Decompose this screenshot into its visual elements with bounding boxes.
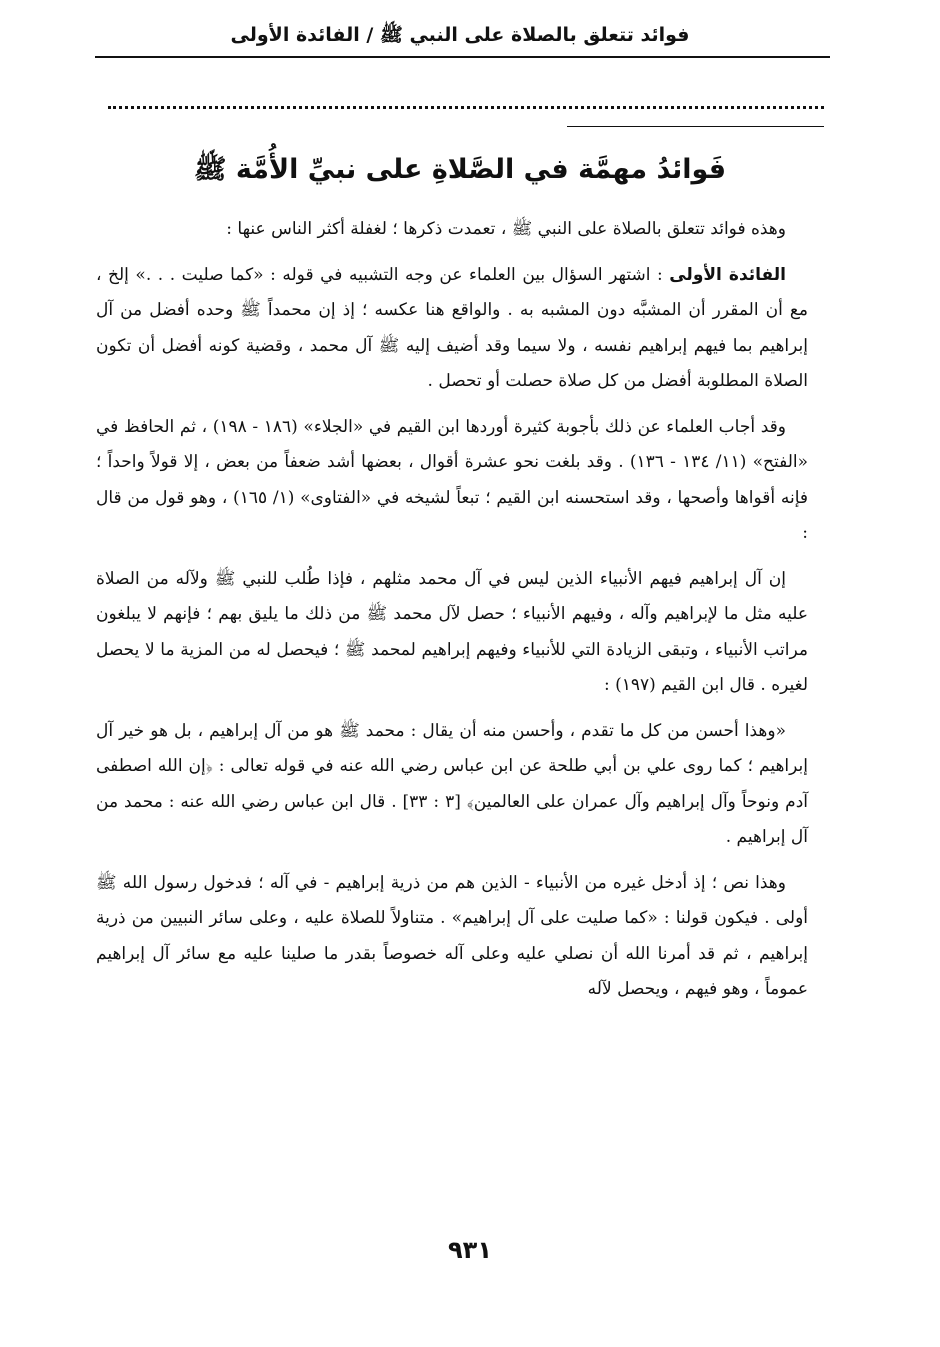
paragraph-text: «وهذا أحسن من كل ما تقدم ، وأحسن منه أن يقال : محمد ﷺ هو من آل إبراهيم ، بل هو خير آل إبراهيم ؛ كما روى علي بن أبي طلحة عن ابن عباس رضي الله عنه في قوله تعالى : ﴿إن الله اصطفى آدم ونوحاً وآل إبراهيم وآل عمران على العالمين﴾ [٣ : ٣٣] . قال ابن عباس رضي الله عنه : محمد من آل إبراهيم . <box>96 720 808 847</box>
header-rule <box>95 56 830 58</box>
body-text <box>96 212 808 1018</box>
dotted-divider <box>108 106 824 109</box>
paragraph-conclusion <box>96 866 808 1008</box>
paragraph-quote <box>96 714 808 856</box>
paragraph-explanation <box>96 562 808 704</box>
paragraph-text: وهذه فوائد تتعلق بالصلاة على النبي ﷺ ، تعمدت ذكرها ؛ لغفلة أكثر الناس عنها : <box>226 219 786 239</box>
paragraph-lead: الفائدة الأولى <box>669 264 786 285</box>
paragraph-text: وهذا نص ؛ إذ أدخل غيره من الأنبياء - الذين هم من ذرية إبراهيم - في آله ؛ فدخول رسول الله ﷺ أولى . فيكون قولنا : «كما صليت على آل إبراهيم» . متناولاً للصلاة عليه ، وعلى سائر النبيين من ذرية إبراهيم ، ثم قد أمرنا الله أن نصلي عليه وعلى آله خصوصاً بقدر ما صلينا عليه مع سائر آل إبراهيم عموماً ، وهو فيهم ، ويحصل لآله <box>96 872 808 999</box>
page-number: ٩٣١ <box>448 1236 492 1264</box>
paragraph-text: إن آل إبراهيم فيهم الأنبياء الذين ليس في آل محمد مثلهم ، فإذا طُلب للنبي ﷺ ولآله من الصلاة عليه مثل ما لإبراهيم وآله ، وفيهم الأنبياء ؛ حصل لآل محمد ﷺ من ذلك ما يليق بهم ؛ فإنهم لا يبلغون مراتب الأنبياء ، وتبقى الزيادة التي للأنبياء وفيهم إبراهيم لمحمد ﷺ ؛ فيحصل له من المزية ما لا يحصل لغيره . قال ابن القيم (١٩٧) : <box>96 568 808 695</box>
paragraph-text: : اشتهر السؤال بين العلماء عن وجه التشبيه في قوله : «كما صليت . . .» إلخ ، مع أن المقرر أن المشبَّه دون المشبه به . والواقع هنا عكسه ؛ إذ إن محمداً ﷺ وحده أفضل من آل إبراهيم بما فيهم إبراهيم نفسه ، ولا سيما وقد أضيف إليه ﷺ آل محمد ، وقضية كونه أفضل أن تكون الصلاة المطلوبة أفضل من كل صلاة حصلت أو تحصل . <box>96 264 808 391</box>
section-title: فَوائدُ مهمَّة في الصَّلاةِ على نبيِّ الأُمَّة ﷺ <box>193 154 727 185</box>
paragraph-first-benefit <box>96 258 808 400</box>
running-head: فوائد تتعلق بالصلاة على النبي ﷺ / الفائدة الأولى <box>230 24 690 46</box>
paragraph-text: وقد أجاب العلماء عن ذلك بأجوبة كثيرة أوردها ابن القيم في «الجلاء» (١٨٦ - ١٩٨) ، ثم الحافظ في «الفتح» (١١/ ١٣٤ - ١٣٦) . وقد بلغت نحو عشرة أقوال ، بعضها أشد ضعفاً من بعض ، إلا قولاً واحداً ؛ فإنه أقواها وأصحها ، وقد استحسنه ابن القيم ؛ تبعاً لشيخه في «الفتاوى» (١/ ١٦٥) ، وهو قول من قال : <box>96 416 809 543</box>
paragraph-answers <box>96 410 808 552</box>
paragraph-intro <box>96 212 808 248</box>
short-divider <box>567 126 824 127</box>
